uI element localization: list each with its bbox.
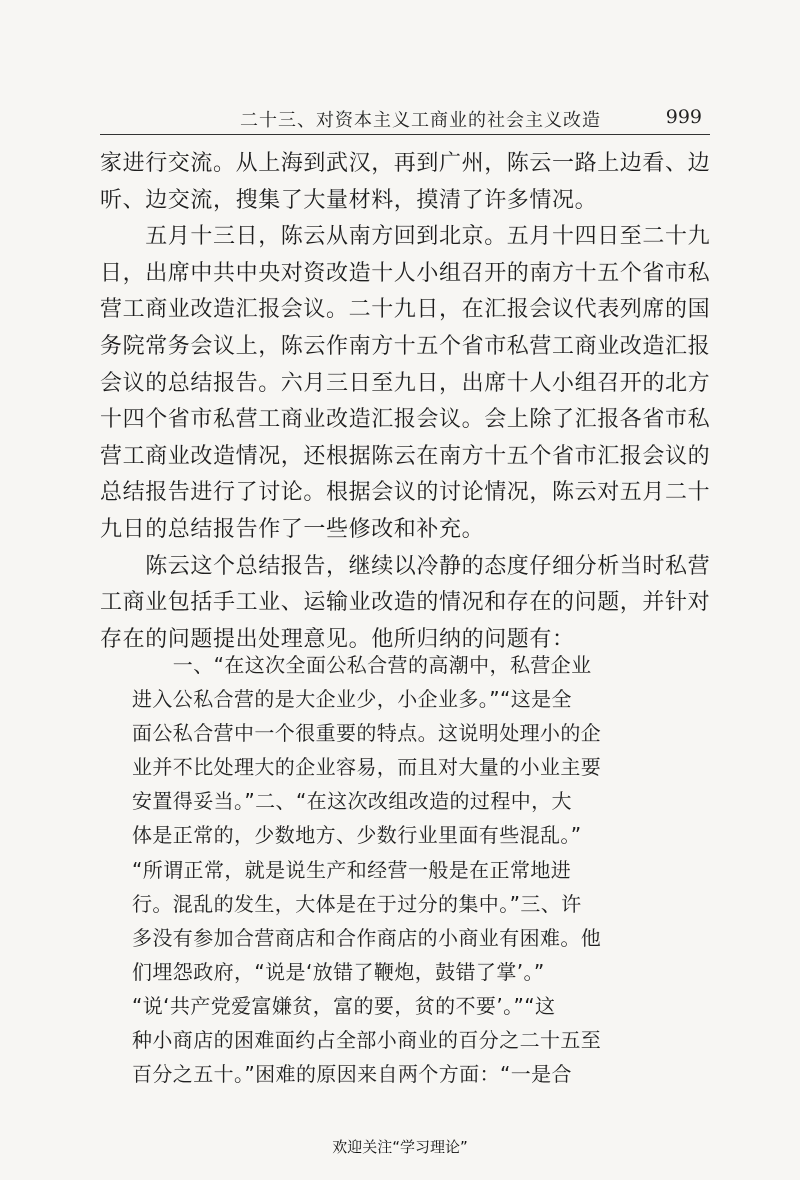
quote-line: 百分之五十。”困难的原因来自两个方面：“一是合 — [132, 1062, 572, 1087]
quote-line: 进入公私合营的是大企业少，小企业多。”“这是全 — [132, 687, 572, 712]
quote-line: 安置得妥当。”二、“在这次改组改造的过程中，大 — [132, 789, 572, 814]
quote-line: 们埋怨政府，“说是‘放错了鞭炮，鼓错了掌’。” — [132, 959, 545, 984]
footer-note: 欢迎关注“学习理论” — [332, 1138, 468, 1156]
quote-line: 业并不比处理大的企业容易，而且对大量的小业主要 — [132, 755, 602, 780]
chapter-title: 二十三、对资本主义工商业的社会主义改造 — [240, 110, 601, 131]
quote-line: 面公私合营中一个很重要的特点。这说明处理小的企 — [132, 721, 602, 746]
quote-line: “说‘共产党爱富嫌贫，富的要，贫的不要’。”“这 — [132, 993, 556, 1018]
text-line: 总结报告进行了讨论。根据会议的讨论情况，陈云对五月二十 — [100, 480, 711, 506]
text-line: 九日的总结报告作了一些修改和补充。 — [100, 516, 485, 542]
text-line: 务院常务会议上，陈云作南方十五个省市私营工商业改造汇报 — [100, 333, 711, 359]
quote-line: 一、“在这次全面公私合营的高潮中，私营企业 — [132, 653, 592, 677]
text-line: 会议的总结报告。六月三日至九日，出席十人小组召开的北方 — [100, 370, 711, 396]
quote-line: 种小商店的困难面约占全部小商业的百分之二十五至 — [132, 1028, 602, 1053]
page-number: 999 — [665, 106, 702, 128]
quote-line: 体是正常的，少数地方、少数行业里面有些混乱。” — [132, 823, 582, 848]
text-line: 日，出席中共中央对资改造十人小组召开的南方十五个省市私 — [100, 260, 711, 286]
text-line: 存在的问题提出处理意见。他所归纳的问题有： — [100, 626, 575, 652]
text-line: 营工商业改造情况，还根据陈云在南方十五个省市汇报会议的 — [100, 443, 711, 469]
body-text — [100, 146, 714, 658]
running-header — [100, 100, 710, 135]
text-line: 营工商业改造汇报会议。二十九日，在汇报会议代表列席的国 — [100, 297, 711, 323]
quote-line: 行。混乱的发生，大体是在于过分的集中。”三、许 — [132, 891, 582, 916]
text-line: 五月十三日，陈云从南方回到北京。五月十四日至二十九 — [100, 224, 711, 250]
text-line: 陈云这个总结报告，继续以冷静的态度仔细分析当时私营 — [100, 553, 711, 579]
text-line: 家进行交流。从上海到武汉，再到广州，陈云一路上边看、边 — [100, 151, 711, 176]
quote-line: “所谓正常，就是说生产和经营一般是在正常地进 — [132, 857, 572, 882]
text-line: 工商业包括手工业、运输业改造的情况和存在的问题，并针对 — [100, 590, 711, 616]
quote-line: 多没有参加合营商店和合作商店的小商业有困难。他 — [132, 925, 602, 950]
text-line: 十四个省市私营工商业改造汇报会议。会上除了汇报各省市私 — [100, 407, 711, 433]
text-line: 听、边交流，搜集了大量材料，摸清了许多情况。 — [100, 187, 598, 213]
block-quote — [132, 648, 692, 1091]
